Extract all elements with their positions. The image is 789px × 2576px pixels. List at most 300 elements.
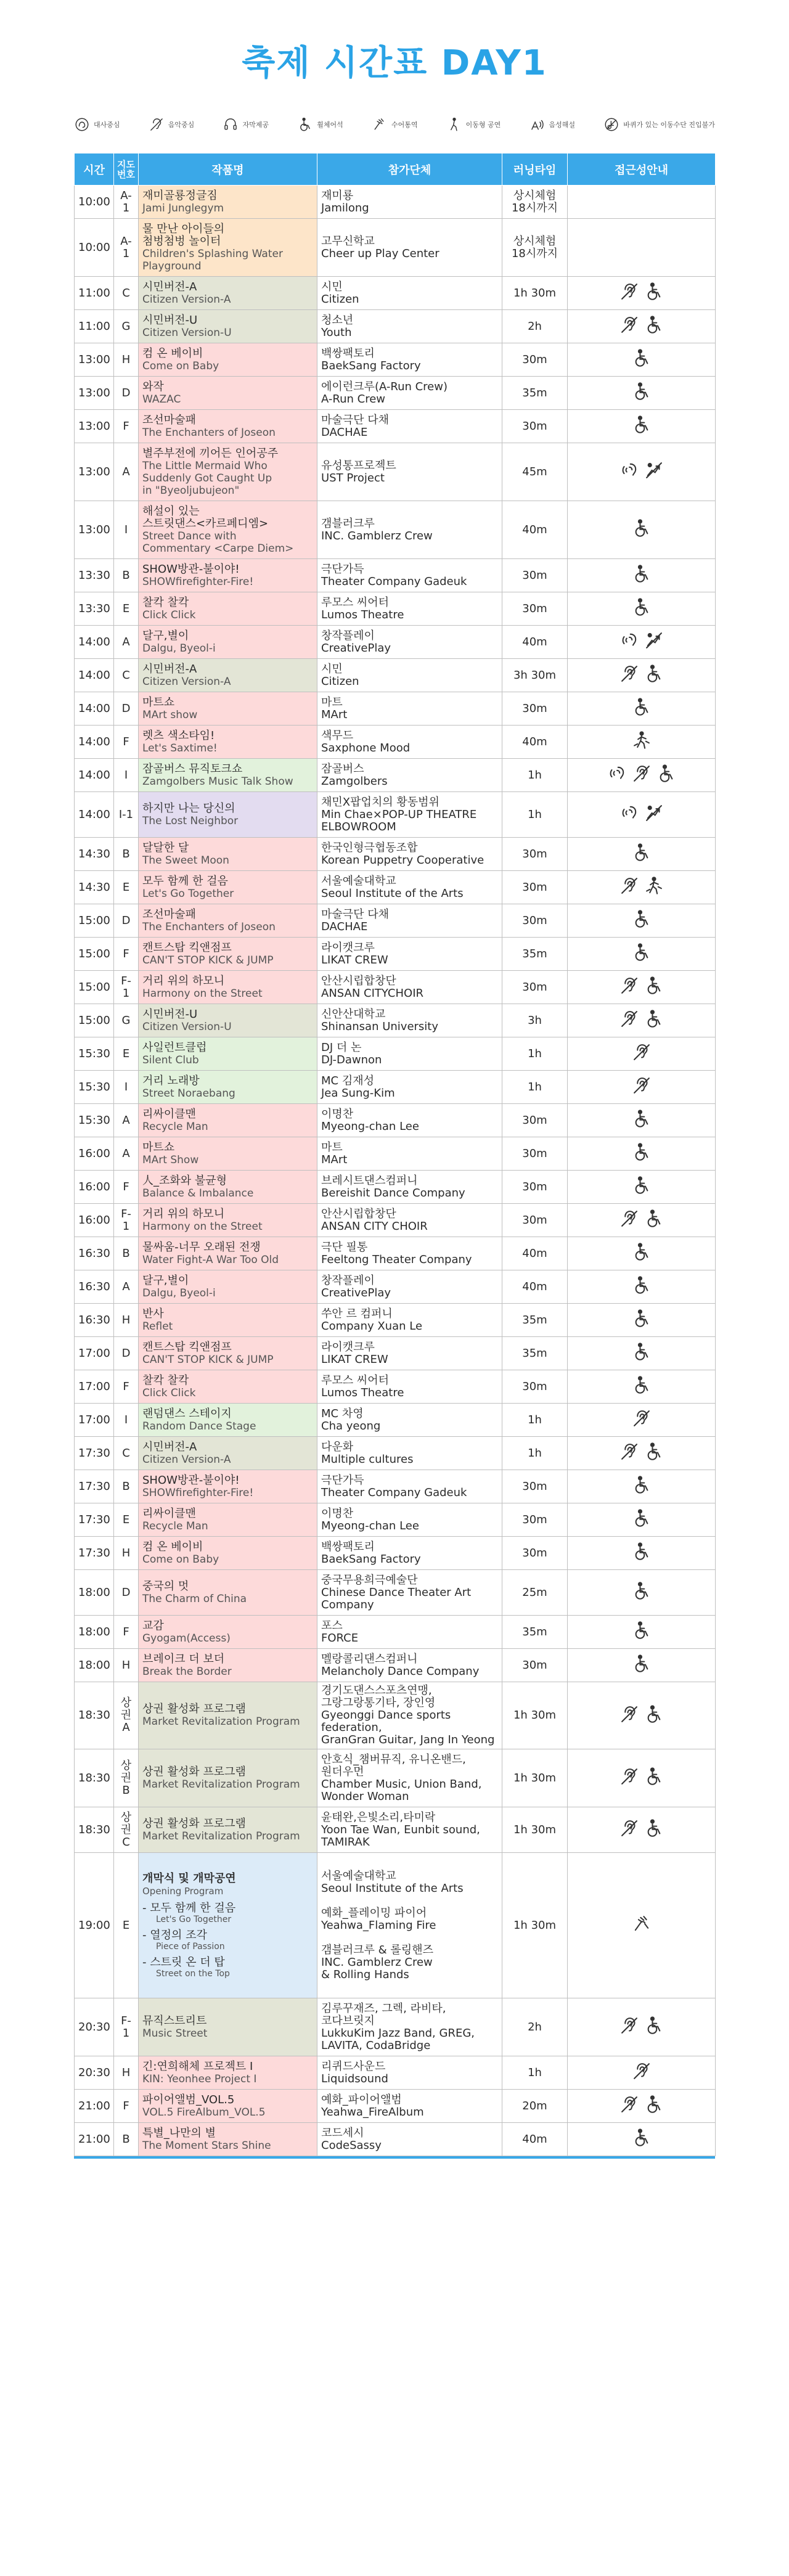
zone-label: C xyxy=(122,286,130,300)
zone-label: H xyxy=(121,353,131,366)
title-en: CAN'T STOP KICK & JUMP xyxy=(142,954,274,967)
title-ko: 거리 노래방 xyxy=(142,1074,200,1087)
time-cell: 15:30 xyxy=(75,1071,114,1104)
access-cell xyxy=(568,1570,716,1616)
runtime-cell: 상시체험 18시까지 xyxy=(502,219,568,277)
runtime-cell: 25m xyxy=(502,1570,568,1616)
time-cell: 14:00 xyxy=(75,692,114,726)
wheelchair-icon xyxy=(631,1175,652,1199)
access-icons xyxy=(571,1108,711,1132)
wheelchair-icon xyxy=(644,2094,664,2118)
title-cell xyxy=(139,938,317,971)
audio-guide-icon xyxy=(223,117,239,133)
runtime-cell: 1h 30m xyxy=(502,277,568,310)
table-row xyxy=(75,626,716,659)
title-en: The Lost Neighbor xyxy=(142,814,239,827)
time-cell: 20:30 xyxy=(75,1998,114,2056)
access-icons xyxy=(571,1704,711,1728)
table-row xyxy=(75,838,716,871)
program-item-en: Street on the Top xyxy=(156,1968,230,1979)
zone-cell xyxy=(114,1853,139,1998)
wheelchair-icon xyxy=(631,1341,652,1365)
team-cell: 안산시립합창단 ANSAN CITY CHOIR xyxy=(317,1204,502,1237)
runtime-cell: 1h xyxy=(502,1071,568,1104)
title-en: Balance & Imbalance xyxy=(142,1187,254,1200)
title-ko: 물 만난 아이들의 첨벙첨벙 놀이터 xyxy=(142,222,225,248)
title-cell xyxy=(139,659,317,692)
runtime-cell: 상시체험 18시까지 xyxy=(502,186,568,219)
title-cell xyxy=(139,1370,317,1404)
title-en: MArt show xyxy=(142,708,198,721)
runtime-cell: 1h xyxy=(502,759,568,792)
title-cell xyxy=(139,1470,317,1503)
time-cell: 14:00 xyxy=(75,626,114,659)
zone-label: G xyxy=(121,319,131,333)
access-icons xyxy=(571,348,711,372)
wheelchair-icon xyxy=(631,1375,652,1399)
sign-language-icon xyxy=(607,763,628,787)
zone-cell xyxy=(114,938,139,971)
legend-item xyxy=(446,117,501,133)
zone-label: A xyxy=(122,465,130,478)
access-cell xyxy=(568,1337,716,1370)
runtime-cell: 1h xyxy=(502,2056,568,2090)
time-cell: 13:00 xyxy=(75,377,114,410)
team-cell: 백쌍팩토리 BaekSang Factory xyxy=(317,343,502,377)
title-cell xyxy=(139,2056,317,2090)
title-en: SHOWfirefighter-Fire! xyxy=(142,575,254,588)
zone-label: F xyxy=(123,419,129,433)
title-ko: 와작 xyxy=(142,380,164,393)
time-cell: 17:00 xyxy=(75,1404,114,1437)
title-en: The Sweet Moon xyxy=(142,854,229,867)
time-cell: 19:00 xyxy=(75,1853,114,1998)
hearing-icon xyxy=(631,2061,652,2085)
zone-cell xyxy=(114,2123,139,2156)
runtime-cell: 30m xyxy=(502,1503,568,1537)
zone-cell xyxy=(114,2090,139,2123)
access-icons xyxy=(571,1408,711,1432)
team-cell: 김루꾸재즈, 그렉, 라비타, 코다브릿지 LukkuKim Jazz Band, GREG, LAVITA, CodaBridge xyxy=(317,1998,502,2056)
title-ko: 브레이크 더 보더 xyxy=(142,1652,225,1666)
mobility-restriction-icon xyxy=(644,460,664,484)
team-cell: 신안산대학교 Shinansan University xyxy=(317,1004,502,1037)
wheelchair-icon xyxy=(631,414,652,438)
title-cell xyxy=(139,443,317,501)
title-ko: 캔트스탑 킥앤점프 xyxy=(142,1340,232,1354)
zone-cell xyxy=(114,501,139,559)
title-cell xyxy=(139,1237,317,1270)
zone-cell xyxy=(114,692,139,726)
title-ko: 달달한 달 xyxy=(142,841,189,854)
zone-cell xyxy=(114,1682,139,1749)
access-icons xyxy=(571,518,711,542)
wheelchair-icon xyxy=(644,1704,664,1728)
access-icons xyxy=(571,663,711,687)
zone-cell xyxy=(114,904,139,938)
sign-language-icon xyxy=(74,117,90,133)
time-cell: 11:00 xyxy=(75,310,114,343)
schedule-table xyxy=(74,153,716,2156)
title-en: MArt Show xyxy=(142,1153,199,1166)
table-row xyxy=(75,1404,716,1437)
wheelchair-icon xyxy=(631,842,652,866)
access-cell xyxy=(568,219,716,277)
runtime-cell: 35m xyxy=(502,938,568,971)
table-row xyxy=(75,2123,716,2156)
access-cell xyxy=(568,1237,716,1270)
zone-cell xyxy=(114,1570,139,1616)
runtime-cell: 30m xyxy=(502,871,568,904)
title-cell xyxy=(139,692,317,726)
program-item-ko: - 스트릿 온 더 탑 xyxy=(142,1955,225,1969)
title-cell xyxy=(139,1337,317,1370)
title-en: Jami Junglegym xyxy=(142,202,224,215)
title-cell xyxy=(139,1807,317,1853)
title-ko: 컴 온 베이비 xyxy=(142,346,203,360)
team-cell: 경기도댄스스포츠연맹, 그랑그랑통기타, 장인영 Gyeonggi Dance sports federation, GranGran Guitar, Jang In Yeong xyxy=(317,1682,502,1749)
access-icons xyxy=(571,1042,711,1066)
access-icons xyxy=(571,2094,711,2118)
hearing-icon xyxy=(619,975,640,999)
program-item-en: Let's Go Together xyxy=(156,1914,232,1924)
access-cell xyxy=(568,1649,716,1682)
wheelchair-icon xyxy=(297,117,313,133)
title-en: Water Fight-A War Too Old xyxy=(142,1253,279,1266)
zone-label: 상권 B xyxy=(120,1759,132,1797)
table-row xyxy=(75,219,716,277)
table-row xyxy=(75,1071,716,1104)
table-row xyxy=(75,1649,716,1682)
title-en: Reflet xyxy=(142,1320,173,1333)
table-row xyxy=(75,277,716,310)
zone-cell xyxy=(114,1503,139,1537)
zone-label: D xyxy=(121,701,131,715)
access-cell xyxy=(568,692,716,726)
zone-label: F xyxy=(123,1380,129,1393)
runtime-cell: 30m xyxy=(502,592,568,626)
hearing-icon xyxy=(631,1075,652,1099)
access-cell xyxy=(568,1071,716,1104)
access-cell xyxy=(568,410,716,443)
legend-item xyxy=(149,117,195,133)
time-cell: 16:00 xyxy=(75,1171,114,1204)
wheelchair-icon xyxy=(644,2015,664,2039)
table-row xyxy=(75,1682,716,1749)
zone-label: I xyxy=(124,523,128,536)
table-row xyxy=(75,310,716,343)
zone-label: D xyxy=(121,914,131,927)
title-ko: 찰칵 찰칵 xyxy=(142,1373,189,1387)
team-cell: DJ 더 논 DJ-Dawnon xyxy=(317,1037,502,1071)
zone-label: I xyxy=(124,768,128,782)
team-cell: 유성통프로젝트 UST Project xyxy=(317,443,502,501)
table-row xyxy=(75,1749,716,1807)
title-cell xyxy=(139,559,317,592)
time-cell: 18:00 xyxy=(75,1649,114,1682)
title-ko: 시민버전-U xyxy=(142,1007,198,1021)
zone-label: F-1 xyxy=(121,2014,131,2040)
title-ko: 교감 xyxy=(142,1619,164,1632)
title-cell xyxy=(139,626,317,659)
wheelchair-icon xyxy=(631,381,652,405)
team-cell: 극단가득 Theater Company Gadeuk xyxy=(317,559,502,592)
team-cell: 중국무용희극예술단 Chinese Dance Theater Art Company xyxy=(317,1570,502,1616)
team-cell: 루모스 씨어터 Lumos Theatre xyxy=(317,592,502,626)
zone-label: A-1 xyxy=(120,234,132,260)
zone-label: I xyxy=(124,1413,128,1426)
access-cell xyxy=(568,1004,716,1037)
hearing-icon xyxy=(631,1408,652,1432)
table-row xyxy=(75,692,716,726)
title-ko: 시민버전-A xyxy=(142,280,197,293)
access-icons xyxy=(571,1341,711,1365)
hearing-icon xyxy=(619,1441,640,1465)
table-row xyxy=(75,410,716,443)
hearing-icon xyxy=(149,117,165,133)
access-icons xyxy=(571,909,711,933)
title-ko: SHOW방관-불이야! xyxy=(142,562,240,576)
access-cell xyxy=(568,626,716,659)
wheelchair-icon xyxy=(644,975,664,999)
wheelchair-icon xyxy=(644,1766,664,1790)
title-cell xyxy=(139,1682,317,1749)
access-cell xyxy=(568,377,716,410)
access-cell xyxy=(568,1104,716,1137)
title-en: Recycle Man xyxy=(142,1120,208,1133)
title-ko: 렛츠 색소타임! xyxy=(142,729,215,742)
hearing-icon xyxy=(619,1704,640,1728)
access-cell xyxy=(568,310,716,343)
wheelchair-icon xyxy=(631,518,652,542)
header-title: 작품명 xyxy=(139,153,317,186)
time-cell: 21:00 xyxy=(75,2123,114,2156)
zone-cell xyxy=(114,626,139,659)
access-cell xyxy=(568,343,716,377)
title-cell xyxy=(139,1616,317,1649)
access-cell xyxy=(568,1404,716,1437)
access-icons xyxy=(571,1375,711,1399)
title-ko: 모두 함께 한 걸음 xyxy=(142,874,228,888)
table-row xyxy=(75,1004,716,1037)
title-ko: 해설이 있는 스트릿댄스<카르페디엠> xyxy=(142,504,269,530)
title-en: Click Click xyxy=(142,608,196,621)
title-en: KIN: Yeonhee Project I xyxy=(142,2072,257,2085)
time-cell: 18:30 xyxy=(75,1682,114,1749)
team-cell: 에이런크루(A-Run Crew) A-Run Crew xyxy=(317,377,502,410)
time-cell: 11:00 xyxy=(75,277,114,310)
access-cell xyxy=(568,1437,716,1470)
zone-cell xyxy=(114,1270,139,1304)
access-icons xyxy=(571,597,711,621)
header-time: 시간 xyxy=(75,153,114,186)
access-icons xyxy=(571,1620,711,1644)
access-icons xyxy=(571,630,711,654)
legend-item xyxy=(74,117,120,133)
hearing-icon xyxy=(619,875,640,899)
title-en: Children's Splashing Water Playground xyxy=(142,247,283,272)
team-cell: 리퀴드사운드 Liquidsound xyxy=(317,2056,502,2090)
hearing-icon xyxy=(619,663,640,687)
header-access: 접근성안내 xyxy=(568,153,716,186)
hearing-icon xyxy=(631,763,652,787)
program-item xyxy=(142,1929,313,1952)
team-cell: 쑤안 르 컴퍼니 Company Xuan Le xyxy=(317,1304,502,1337)
time-cell: 15:30 xyxy=(75,1037,114,1071)
time-cell: 15:00 xyxy=(75,904,114,938)
access-cell xyxy=(568,938,716,971)
title-cell xyxy=(139,501,317,559)
access-cell xyxy=(568,971,716,1004)
title-cell xyxy=(139,726,317,759)
zone-label: F xyxy=(123,1180,129,1193)
table-row xyxy=(75,1037,716,1071)
zone-label: F-1 xyxy=(121,974,131,1000)
zone-label: G xyxy=(121,1013,131,1027)
title-ko: 리싸이클맨 xyxy=(142,1107,196,1121)
title-en: Gyogam(Access) xyxy=(142,1632,231,1645)
zone-label: E xyxy=(122,880,130,894)
wheelchair-icon xyxy=(631,1108,652,1132)
team-cell: 안산시립합창단 ANSAN CITYCHOIR xyxy=(317,971,502,1004)
runtime-cell: 30m xyxy=(502,1171,568,1204)
title-ko: 리싸이클맨 xyxy=(142,1507,196,1520)
team-cell: 청소년 Youth xyxy=(317,310,502,343)
runtime-cell: 30m xyxy=(502,559,568,592)
zone-label: B xyxy=(122,1246,130,1260)
title-cell xyxy=(139,1004,317,1037)
legend-label: 이동형 공연 xyxy=(465,121,501,129)
title-en: Citizen Version-U xyxy=(142,1020,232,1033)
zone-label: H xyxy=(121,1313,131,1327)
wheelchair-icon xyxy=(631,1241,652,1266)
team-cell: 예화_파이어앨범 Yeahwa_FireAlbum xyxy=(317,2090,502,2123)
title-ko: 거리 위의 하모니 xyxy=(142,974,225,987)
team-cell: 마술극단 다채 DACHAE xyxy=(317,904,502,938)
header-team: 참가단체 xyxy=(317,153,502,186)
title-cell xyxy=(139,1537,317,1570)
program-item-en: Piece of Passion xyxy=(156,1941,225,1952)
title-en: Harmony on the Street xyxy=(142,987,263,1000)
zone-label: C xyxy=(122,1446,130,1460)
access-icons xyxy=(571,1175,711,1199)
time-cell: 21:00 xyxy=(75,2090,114,2123)
access-cell xyxy=(568,592,716,626)
zone-label: F xyxy=(123,735,129,748)
title-cell xyxy=(139,219,317,277)
title-cell xyxy=(139,377,317,410)
title-cell xyxy=(139,1570,317,1616)
title-cell xyxy=(139,871,317,904)
title-en: Random Dance Stage xyxy=(142,1420,256,1433)
title-en: The Little Mermaid Who Suddenly Got Caught Up in "Byeoljubujeon" xyxy=(142,459,272,497)
legend-item xyxy=(372,117,418,133)
wheelchair-icon xyxy=(644,1441,664,1465)
zone-cell xyxy=(114,1404,139,1437)
access-icons xyxy=(571,1142,711,1166)
title-ko: 달구,별이 xyxy=(142,629,189,642)
wheelchair-icon xyxy=(644,314,664,338)
access-icons xyxy=(571,281,711,305)
table-row xyxy=(75,1171,716,1204)
access-cell xyxy=(568,1807,716,1853)
runtime-cell: 30m xyxy=(502,971,568,1004)
table-row xyxy=(75,1104,716,1137)
access-cell xyxy=(568,1682,716,1749)
table-row xyxy=(75,377,716,410)
access-icons xyxy=(571,2127,711,2151)
time-cell: 16:00 xyxy=(75,1137,114,1171)
title-cell xyxy=(139,838,317,871)
hearing-icon xyxy=(619,1766,640,1790)
zone-cell xyxy=(114,659,139,692)
title-ko: 찰칵 찰칵 xyxy=(142,595,189,609)
table-row xyxy=(75,904,716,938)
title-en: Citizen Version-A xyxy=(142,293,231,306)
runtime-cell: 40m xyxy=(502,626,568,659)
hearing-icon xyxy=(619,2094,640,2118)
hearing-icon xyxy=(619,314,640,338)
team-cell: 라이캣크루 LIKAT CREW xyxy=(317,938,502,971)
team-cell: 코드세시 CodeSassy xyxy=(317,2123,502,2156)
team-cell: 시민 Citizen xyxy=(317,659,502,692)
title-cell xyxy=(139,1853,317,1998)
access-cell xyxy=(568,1370,716,1404)
zone-label: A-1 xyxy=(120,189,132,215)
access-icons xyxy=(571,1508,711,1532)
walking-icon xyxy=(631,730,652,754)
zone-label: E xyxy=(122,1918,130,1932)
runtime-cell: 3h 30m xyxy=(502,659,568,692)
access-icons xyxy=(571,1275,711,1299)
runtime-cell: 40m xyxy=(502,726,568,759)
team-cell: 멜랑콜리댄스컴퍼니 Melancholy Dance Company xyxy=(317,1649,502,1682)
time-cell: 17:00 xyxy=(75,1370,114,1404)
access-cell xyxy=(568,1204,716,1237)
access-icons xyxy=(571,2061,711,2085)
access-icons xyxy=(571,803,711,827)
title-ko: 중국의 멋 xyxy=(142,1579,189,1593)
page-title: 축제 시간표 DAY1 xyxy=(242,43,547,83)
table-row xyxy=(75,1570,716,1616)
legend-label: 자막제공 xyxy=(242,121,269,129)
zone-cell xyxy=(114,1171,139,1204)
zone-cell xyxy=(114,592,139,626)
access-icons xyxy=(571,975,711,999)
title-cell xyxy=(139,2090,317,2123)
table-row xyxy=(75,343,716,377)
time-cell: 16:30 xyxy=(75,1270,114,1304)
time-cell: 13:00 xyxy=(75,443,114,501)
access-cell xyxy=(568,659,716,692)
zone-label: C xyxy=(122,668,130,682)
title-en: Come on Baby xyxy=(142,1553,219,1566)
zone-label: F xyxy=(123,1625,129,1638)
time-cell: 13:30 xyxy=(75,592,114,626)
title-cell xyxy=(139,1649,317,1682)
wheelchair-icon xyxy=(631,1308,652,1332)
title-en: Market Revitalization Program xyxy=(142,1778,300,1791)
time-cell: 13:30 xyxy=(75,559,114,592)
title-en: Silent Club xyxy=(142,1053,199,1066)
access-cell xyxy=(568,559,716,592)
time-cell: 17:30 xyxy=(75,1537,114,1570)
title-en: Dalgu, Byeol-i xyxy=(142,1286,216,1299)
title-cell xyxy=(139,1404,317,1437)
access-cell xyxy=(568,1749,716,1807)
title-en: The Enchanters of Joseon xyxy=(142,920,276,933)
zone-cell xyxy=(114,871,139,904)
